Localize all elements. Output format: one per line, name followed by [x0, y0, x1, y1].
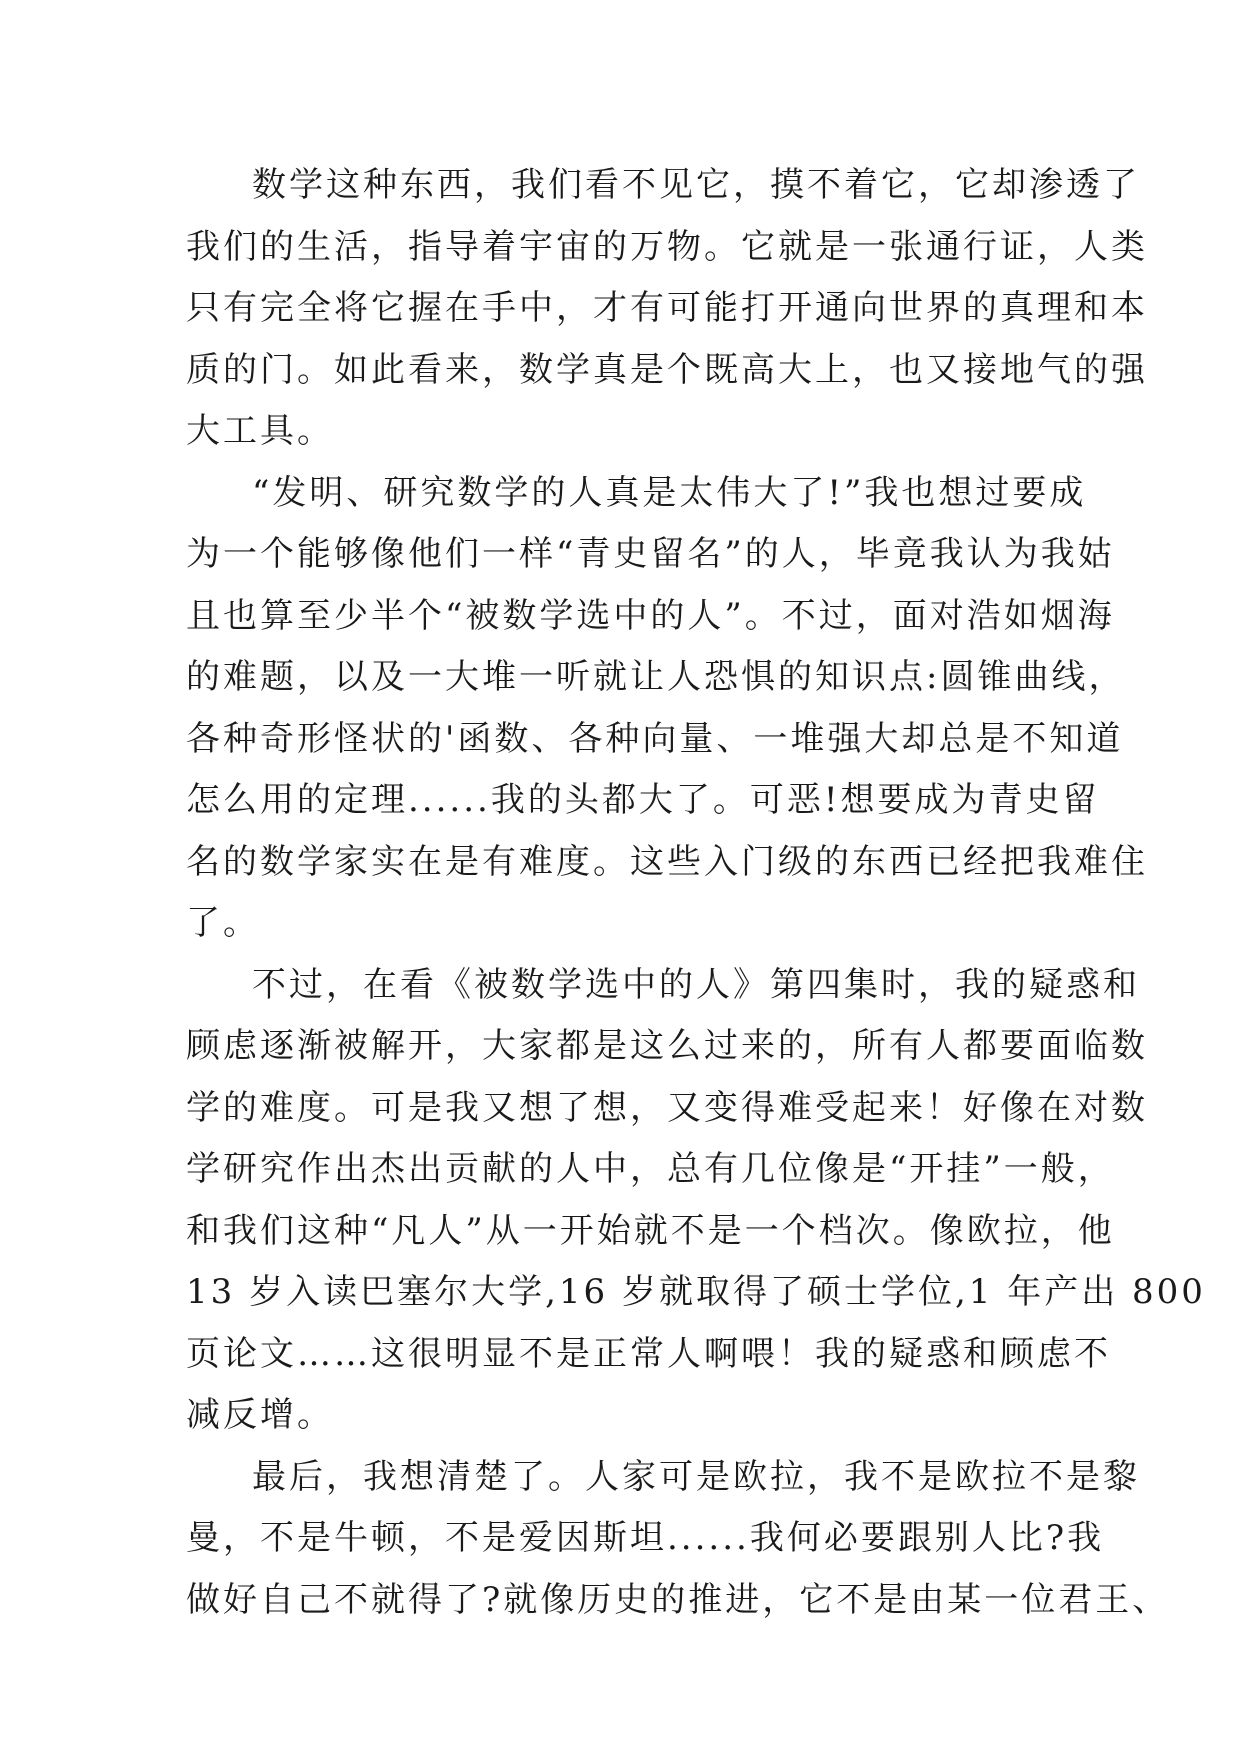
- text-line: 名的数学家实在是有难度。这些入门级的东西已经把我难住: [186, 841, 1148, 882]
- text-line: 13 岁入读巴塞尔大学,16 岁就取得了硕士学位,1 年产出 800: [186, 1272, 1206, 1312]
- text-line: 页论文……这很明显不是正常人啊喂！我的疑惑和顾虑不: [186, 1333, 1111, 1374]
- text-line: 只有完全将它握在手中，才有可能打开通向世界的真理和本: [186, 288, 1148, 328]
- text-line: 怎么用的定理......我的头都大了。可恶!想要成为青史留: [186, 780, 1100, 820]
- text-line: 大工具。: [186, 411, 334, 451]
- text-line: 各种奇形怪状的'函数、各种向量、一堆强大却总是不知道: [186, 718, 1124, 759]
- text-line: 减反增。: [186, 1395, 334, 1435]
- text-line: 学的难度。可是我又想了想，又变得难受起来！好像在对数: [186, 1087, 1148, 1128]
- text-line: 曼，不是牛顿，不是爱因斯坦......我何必要跟别人比?我: [186, 1518, 1105, 1558]
- text-line: 我们的生活，指导着宇宙的万物。它就是一张通行证，人类: [186, 226, 1148, 267]
- paragraph-4: [186, 1447, 1170, 1632]
- text-line: 了。: [186, 903, 260, 943]
- text-line: 做好自己不就得了?就像历史的推进，它不是由某一位君王、: [186, 1579, 1170, 1620]
- text-line: “发明、研究数学的人真是太伟大了!”我也想过要成: [252, 472, 1087, 513]
- paragraph-3: [186, 955, 1206, 1447]
- text-line: 且也算至少半个“被数学选中的人”。不过，面对浩如烟海: [186, 595, 1115, 636]
- paragraph-1: [186, 155, 1148, 463]
- text-line: 质的门。如此看来，数学真是个既高大上，也又接地气的强: [186, 349, 1148, 390]
- text-line: 为一个能够像他们一样“青史留名”的人，毕竟我认为我姑: [186, 534, 1115, 574]
- text-line: 顾虑逐渐被解开，大家都是这么过来的，所有人都要面临数: [186, 1026, 1148, 1066]
- text-line: 数学这种东西，我们看不见它，摸不着它，它却渗透了: [252, 165, 1140, 205]
- text-line: 不过，在看《被数学选中的人》第四集时，我的疑惑和: [252, 964, 1140, 1005]
- text-line: 和我们这种“凡人”从一开始就不是一个档次。像欧拉，他: [186, 1210, 1115, 1251]
- text-line: 的难题，以及一大堆一听就让人恐惧的知识点:圆锥曲线，: [186, 657, 1126, 697]
- paragraph-2: [186, 463, 1148, 955]
- text-line: 最后，我想清楚了。人家可是欧拉，我不是欧拉不是黎: [252, 1456, 1140, 1497]
- document-body: [186, 155, 1206, 1631]
- text-line: 学研究作出杰出贡献的人中，总有几位像是“开挂”一般，: [186, 1149, 1115, 1189]
